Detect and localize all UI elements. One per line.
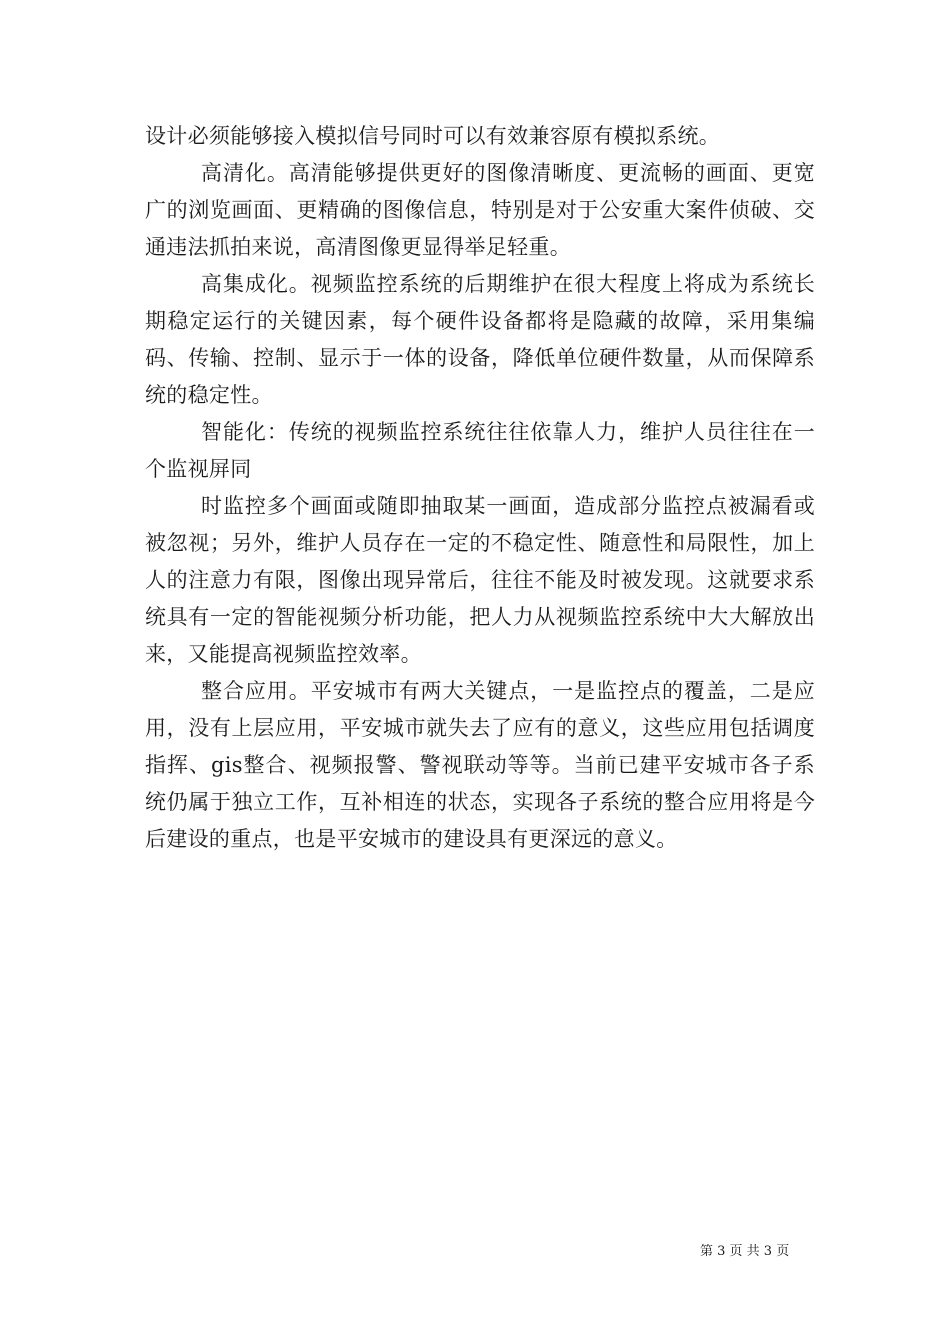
paragraph-continuation: 设计必须能够接入模拟信号同时可以有效兼容原有模拟系统。 [145, 124, 721, 148]
paragraph-application: 整合应用。平安城市有两大关键点，一是监控点的覆盖，二是应用，没有上层应用，平安城市就失去了应有的意义，这些应用包括调度指挥、gis整合、视频报警、警视联动等等。当前已建平安城市各子系统仍属于独立工作，互补相连的状态，实现各子系统的整合应用将是今后建设的重点，也是平安城市的建设具有更深远的意义。 [145, 679, 815, 851]
paragraph-hd: 高清化。高清能够提供更好的图像清晰度、更流畅的画面、更宽广的浏览画面、更精确的图像信息，特别是对于公安重大案件侦破、交通违法抓拍来说，高清图像更显得举足轻重。 [145, 161, 815, 259]
paragraph-intelligence-continued: 时监控多个画面或随即抽取某一画面，造成部分监控点被漏看或被忽视；另外，维护人员存在一定的不稳定性、随意性和局限性，加上人的注意力有限，图像出现异常后，往往不能及时被发现。这就要求系统具有一定的智能视频分析功能，把人力从视频监控系统中大大解放出来，又能提高视频监控效率。 [145, 494, 815, 666]
document-body [145, 118, 815, 858]
page-number: 第 3 页 共 3 页 [700, 1244, 790, 1259]
paragraph-intelligence: 智能化：传统的视频监控系统往往依靠人力，维护人员往往在一个监视屏同 [145, 420, 815, 481]
paragraph-integration: 高集成化。视频监控系统的后期维护在很大程度上将成为系统长期稳定运行的关键因素，每个硬件设备都将是隐藏的故障，采用集编码、传输、控制、显示于一体的设备，降低单位硬件数量，从而保障系统的稳定性。 [145, 272, 815, 407]
